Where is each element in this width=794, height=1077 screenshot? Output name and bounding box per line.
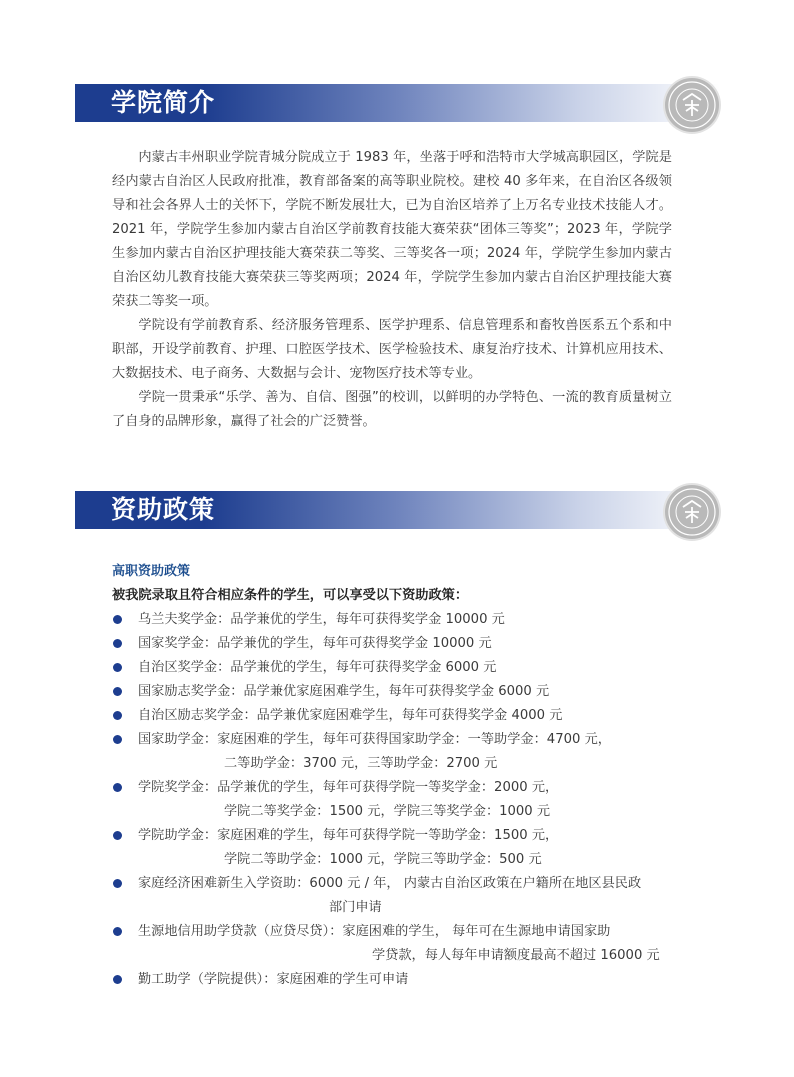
intro-paragraph: 学院一贯秉承“乐学、善为、自信、图强”的校训，以鲜明的办学特色、一流的教育质量树立了自身的品牌形象，赢得了社会的广泛赞誉。 [112,390,672,429]
section-title-aid: 资助政策 [111,495,216,524]
bullet-dot-icon [113,639,122,648]
bullet-dot-icon [113,711,122,720]
policy-text-continued: 学院二等助学金：1000 元，学院三等助学金：500 元 [224,852,542,867]
bullet-dot-icon [113,687,122,696]
section-banner-aid [75,491,720,529]
policy-text: 自治区奖学金：品学兼优的学生，每年可获得奖学金 6000 元 [138,660,497,675]
policy-text: 国家助学金：家庭困难的学生，每年可获得国家助学金：一等助学金：4700 元， [138,732,611,747]
policy-text-continued: 二等助学金：3700 元，三等助学金：2700 元 [224,756,498,771]
policy-text: 国家奖学金：品学兼优的学生，每年可获得奖学金 10000 元 [138,636,492,651]
intro-paragraph: 内蒙古丰州职业学院青城分院成立于 1983 年，坐落于呼和浩特市大学城高职园区，学院是经内蒙古自治区人民政府批准，教育部备案的高等职业院校。建校 40 多年来，在自治区各级领导和社会各界人士的关怀下，学院不断发展壮大，已为自治区培养了上万名专业技术技能人才。2021 年，学院学生参加内蒙古自治区学前教育技能大赛荣获“团体三等奖”；2023 年，学院学生参加内蒙古自治区护理技能大赛荣获二等奖、三等奖各一项；2024 年，学院学生参加内蒙古自治区幼儿教育技能大赛荣获三等奖两项；2024 年，学院学生参加内蒙古自治区护理技能大赛荣获二等奖一项。 [112,150,672,309]
list-item [112,824,692,872]
policy-text: 学院助学金：家庭困难的学生，每年可获得学院一等助学金：1500 元， [138,828,559,843]
policy-text: 生源地信用助学贷款（应贷尽贷）：家庭困难的学生， 每年可在生源地申请国家助 [138,924,611,939]
bullet-dot-icon [113,663,122,672]
aid-policy-list [112,608,692,992]
list-item [112,608,692,632]
bullet-dot-icon [113,879,122,888]
policy-text: 国家励志奖学金：品学兼优家庭困难学生，每年可获得奖学金 6000 元 [138,684,550,699]
college-seal-icon [665,485,719,539]
bullet-dot-icon [113,735,122,744]
list-item [112,704,692,728]
list-item [112,680,692,704]
list-item [112,872,692,920]
section-title-intro: 学院简介 [111,88,216,117]
bullet-dot-icon [113,615,122,624]
bullet-dot-icon [113,927,122,936]
section-banner-intro [75,84,720,122]
aid-lead-text: 被我院录取且符合相应条件的学生，可以享受以下资助政策： [112,588,469,603]
policy-text-continued: 部门申请 [329,900,382,915]
policy-text: 自治区励志奖学金：品学兼优家庭困难学生，每年可获得奖学金 4000 元 [138,708,563,723]
policy-text: 学院奖学金：品学兼优的学生，每年可获得学院一等奖学金：2000 元， [138,780,559,795]
list-item [112,920,692,968]
bullet-dot-icon [113,831,122,840]
list-item [112,776,692,824]
bullet-dot-icon [113,975,122,984]
intro-paragraph: 学院设有学前教育系、经济服务管理系、医学护理系、信息管理系和畜牧兽医系五个系和中职部，开设学前教育、护理、口腔医学技术、医学检验技术、康复治疗技术、计算机应用技术、大数据技术、电子商务、大数据与会计、宠物医疗技术等专业。 [112,318,672,381]
policy-text: 家庭经济困难新生入学资助：6000 元 / 年， 内蒙古自治区政策在户籍所在地区县民政 [138,876,642,891]
policy-text-continued: 学贷款，每人每年申请额度最高不超过 16000 元 [372,948,660,963]
list-item [112,632,692,656]
college-seal-icon [665,78,719,132]
bullet-dot-icon [113,783,122,792]
policy-text: 乌兰夫奖学金：品学兼优的学生，每年可获得奖学金 10000 元 [138,612,505,627]
list-item [112,656,692,680]
aid-subheading: 高职资助政策 [112,564,191,579]
list-item [112,728,692,776]
policy-text: 勤工助学（学院提供）：家庭困难的学生可申请 [138,972,409,987]
list-item [112,968,692,992]
intro-text [112,146,672,434]
policy-text-continued: 学院二等奖学金：1500 元，学院三等奖学金：1000 元 [224,804,551,819]
